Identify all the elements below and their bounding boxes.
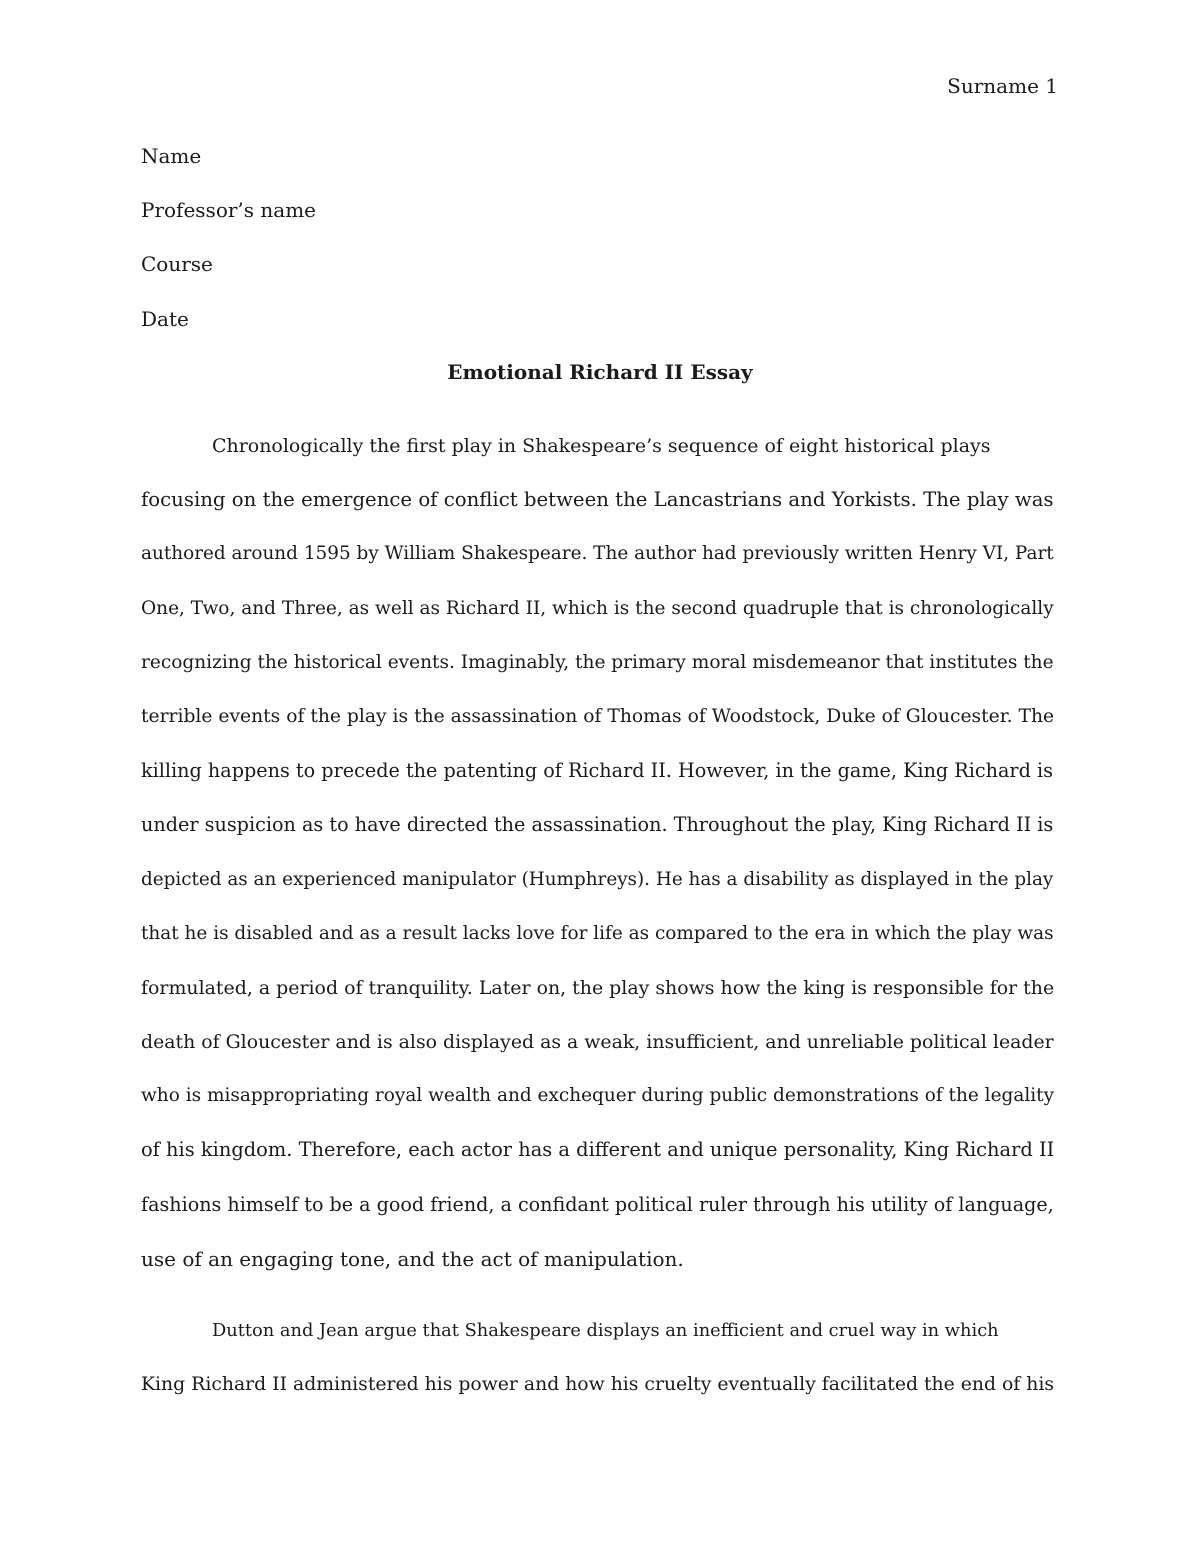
- student-name: Name: [141, 144, 202, 168]
- paragraph-line: death of Gloucester and is also displayed as a weak, insufficient, and unreliable political leader: [141, 1031, 1054, 1054]
- professor-name: Professor’s name: [141, 198, 317, 223]
- paragraph-line: focusing on the emergence of conflict between the Lancastrians and Yorkists. The play was: [141, 488, 1054, 512]
- paragraph-line: formulated, a period of tranquility. Later on, the play shows how the king is responsible for the: [141, 976, 1055, 999]
- paragraph-line: of his kingdom. Therefore, each actor has a different and unique personality, King Richard II: [141, 1138, 1055, 1162]
- paragraph-line: fashions himself to be a good friend, a confidant political ruler through his utility of language,: [141, 1192, 1054, 1216]
- paragraph-line: terrible events of the play is the assassination of Thomas of Woodstock, Duke of Gloucester. The: [141, 705, 1055, 727]
- paragraph-line: Chronologically the first play in Shakespeare’s sequence of eight historical plays: [212, 435, 991, 457]
- paragraph-line: One, Two, and Three, as well as Richard II, which is the second quadruple that is chronologically: [141, 597, 1054, 619]
- paragraph-line: Dutton and Jean argue that Shakespeare displays an inefficient and cruel way in which: [212, 1320, 999, 1341]
- essay-title: Emotional Richard II Essay: [447, 360, 753, 384]
- paragraph-2: [141, 1304, 1059, 1412]
- paragraph-line: killing happens to precede the patenting of Richard II. However, in the game, King Richard is: [141, 759, 1053, 783]
- paragraph-line: use of an engaging tone, and the act of manipulation.: [141, 1246, 684, 1271]
- paragraph-line: depicted as an experienced manipulator (Humphreys). He has a disability as displayed in the play: [141, 868, 1054, 890]
- paragraph-line: King Richard II administered his power and how his cruelty eventually facilitated the end of his: [141, 1374, 1054, 1396]
- paragraph-1: [141, 419, 1059, 1286]
- paragraph-line: under suspicion as to have directed the assassination. Throughout the play, King Richard II is: [141, 813, 1054, 837]
- course-name: Course: [141, 252, 213, 277]
- paragraph-line: authored around 1595 by William Shakespeare. The author had previously written Henry VI, Part: [141, 543, 1054, 565]
- paragraph-line: that he is disabled and as a result lacks love for life as compared to the era in which the play was: [141, 922, 1054, 944]
- paragraph-line: recognizing the historical events. Imaginably, the primary moral misdemeanor that institutes the: [141, 651, 1054, 673]
- paragraph-line: who is misappropriating royal wealth and exchequer during public demonstrations of the legality: [141, 1085, 1055, 1107]
- mla-heading: [141, 142, 1059, 359]
- date-line: Date: [141, 306, 189, 331]
- page-header: Surname 1: [947, 74, 1058, 98]
